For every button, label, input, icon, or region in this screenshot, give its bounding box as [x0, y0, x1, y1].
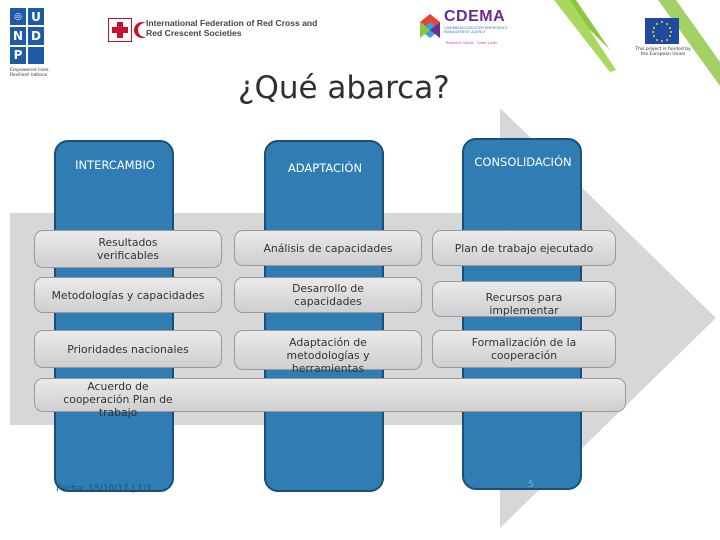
column-adaptacion: [264, 140, 384, 492]
box-label: Resultados verificables: [97, 236, 159, 262]
box-formalizacion-cooperacion: [432, 330, 616, 368]
cdema-subtitle: CARIBBEAN DISASTER EMERGENCY MANAGEMENT AGENCY: [444, 26, 508, 34]
box-label: Metodologías y capacidades: [51, 288, 205, 302]
box-prioridades-nacionales: [34, 330, 222, 368]
box-label: Desarrollo de capacidades: [292, 282, 364, 308]
column-intercambio: [54, 140, 174, 492]
undp-caption: Empowered lives. Resilient nations.: [10, 68, 50, 78]
eu-flag-icon: [645, 18, 679, 44]
box-label: Análisis de capacidades: [263, 241, 393, 255]
box-label: Recursos para implementar: [485, 291, 563, 317]
box-recursos-implementar: [432, 281, 616, 317]
slide-title: ¿Qué abarca?: [238, 70, 450, 106]
column-heading: CONSOLIDACIÓN: [474, 155, 572, 169]
cdema-title: CDEMA: [444, 8, 506, 25]
slide-footer: Fecha: 15/10/17 | 1/1: [56, 484, 152, 494]
box-acuerdo-cooperacion: [34, 378, 626, 419]
box-desarrollo-capacidades: [234, 277, 422, 313]
box-label: Formalización de la cooperación: [471, 336, 577, 362]
box-label: Acuerdo de cooperación Plan de trabajo: [63, 380, 173, 419]
box-label: Adaptación de metodologías y herramientas: [286, 336, 370, 375]
column-heading: ADAPTACIÓN: [287, 161, 363, 175]
eu-caption: This project is funded by the European Union: [635, 47, 691, 57]
ifrc-name: International Federation of Red Cross and Red Crescent Societies: [146, 18, 318, 38]
red-cross-icon: [108, 18, 132, 42]
undp-letter: U: [28, 8, 44, 25]
box-analisis-capacidades: [234, 230, 422, 266]
box-label: Plan de trabajo ejecutado: [454, 241, 594, 255]
un-globe-icon: ◎: [10, 8, 26, 25]
undp-blank: [28, 47, 44, 64]
undp-letter: N: [10, 27, 26, 44]
box-plan-ejecutado: [432, 230, 616, 266]
cdema-tagline: Resilient States · Safer Lives: [446, 41, 498, 45]
box-metodologias-capacidades: [34, 277, 222, 313]
page-number: 5: [528, 480, 534, 490]
box-resultados-verificables: [34, 230, 222, 268]
box-label: Prioridades nacionales: [67, 342, 189, 356]
cdema-emblem-icon: [418, 12, 442, 40]
box-adaptacion-metodologias: [234, 330, 422, 375]
undp-letter: D: [28, 27, 44, 44]
corner-decoration: [540, 0, 720, 90]
undp-letter: P: [10, 47, 26, 64]
column-heading: INTERCAMBIO: [75, 158, 155, 172]
